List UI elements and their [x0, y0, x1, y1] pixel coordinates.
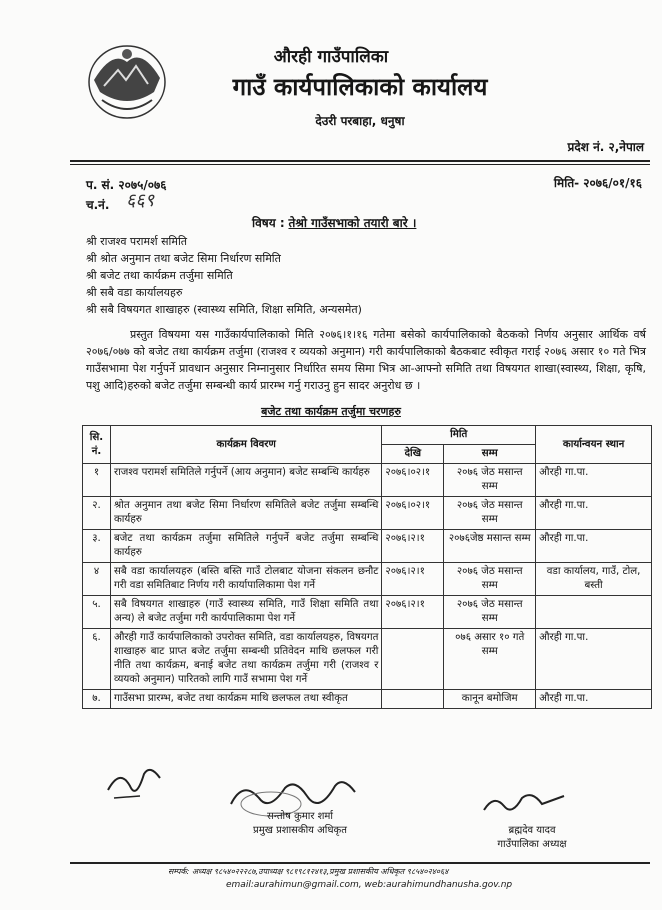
row-from: २०७६।२।१	[382, 530, 444, 563]
row-implementation: वडा कार्यालय, गाउँ, टोल, बस्ती	[536, 563, 652, 596]
row-sn: ६.	[83, 629, 111, 690]
table-row	[83, 530, 652, 563]
row-implementation: औरही गा.पा.	[536, 530, 652, 563]
table-row	[83, 497, 652, 530]
row-implementation: औरही गा.पा.	[536, 629, 652, 690]
table-row	[83, 563, 652, 596]
office-location: देउरी परबाहा, धनुषा	[315, 114, 405, 128]
dispatch-number-handwritten: ६६९	[126, 190, 155, 211]
row-sn: २.	[83, 497, 111, 530]
chairperson-signature-block	[472, 824, 592, 852]
row-sn: ४	[83, 563, 111, 596]
row-description: श्रोत अनुमान तथा बजेट सिमा निर्धारण समितिले बजेट तर्जुमा सम्बन्धि कार्यहरु	[110, 497, 381, 530]
cao-signature-block	[230, 810, 370, 838]
subject-label: विषय :	[252, 216, 285, 230]
row-implementation: औरही गा.पा.	[536, 464, 652, 497]
reference-number: प. सं. २०७५/०७६	[86, 178, 167, 192]
row-to: २०७६ जेठ मसान्त सम्म	[444, 464, 536, 497]
row-description: राजश्व परामर्श समितिले गर्नुपर्ने (आय अनुमान) बजेट सम्बन्धि कार्यहरु	[110, 464, 381, 497]
municipality-name: औरही गाउँपालिका	[273, 47, 389, 67]
header-description: कार्यक्रम विवरण	[110, 426, 381, 464]
province-label: प्रदेश नं. २,नेपाल	[567, 140, 644, 154]
footer-divider	[70, 862, 650, 864]
row-sn: ३.	[83, 530, 111, 563]
row-sn: १	[83, 464, 111, 497]
table-row	[83, 596, 652, 629]
row-implementation: औरही गा.पा.	[536, 690, 652, 709]
office-name: गाउँ कार्यपालिकाको कार्यालय	[232, 73, 488, 101]
chairperson-name: ब्रह्मदेव यादव	[508, 825, 556, 836]
row-implementation: औरही गा.पा.	[536, 497, 652, 530]
row-sn: ५.	[83, 596, 111, 629]
row-from: २०७६।०२।१	[382, 464, 444, 497]
table-row	[83, 690, 652, 709]
header-to: सम्म	[444, 445, 536, 464]
row-from	[382, 629, 444, 690]
row-to: २०७६ जेठ मसान्त सम्म	[444, 497, 536, 530]
table-row	[83, 464, 652, 497]
row-description: सबै वडा कार्यालयहरु (बस्ति बस्ति गाउँ टोलबाट योजना संकलन छनौट गरी वडा समितिबाट निर्णय गरी कार्यापालिकामा पेश गर्ने	[110, 563, 381, 596]
table-title: बजेट तथा कार्यक्रम तर्जुमा चरणहरु	[261, 405, 401, 418]
row-to: ०७६ असार १० गते सम्म	[444, 629, 536, 690]
row-description: बजेट तथा कार्यक्रम तर्जुमा समितिले गर्नुपर्ने बजेट तर्जुमा सम्बन्धि कार्यहरु	[110, 530, 381, 563]
row-to: कानून बमोजिम	[444, 690, 536, 709]
row-implementation	[536, 596, 652, 629]
budget-schedule-table	[82, 425, 652, 709]
footer-contact: सम्पर्क: अध्यक्ष ९८५४०२२२८७,उपाध्यक्ष ९८१९८१२४१३,प्रमुख प्रशासकीय अधिकृत ९८५४०२४०६४	[168, 867, 449, 876]
row-from	[382, 690, 444, 709]
chairperson-title: गाउँपालिका अध्यक्ष	[497, 839, 567, 850]
header-from: देखि	[382, 445, 444, 464]
recipient: श्री राजश्व परामर्श समिति	[86, 235, 188, 248]
header-divider-thin	[70, 164, 650, 165]
recipient: श्री सबै विषयगत शाखाहरु (स्वास्थ्य समिति, शिक्षा समिति, अन्यसमेत)	[86, 303, 362, 316]
row-description: औरही गाउँ कार्यपालिकाको उपरोक्त समिति, वडा कार्यालयहरु, विषयगत शाखाहरु बाट प्राप्त बजेट तर्जुमा सम्बन्धी प्रतिवेदन माथि छलफल गरी नीति तथा कार्यक्रम, बनाई बजेट तथा कार्यक्रम तर्जुमा गरी (राजश्व र व्ययको अनुमान) पारितको लागि गाउँ सभामा पेश गर्ने	[110, 629, 381, 690]
subject-line	[252, 214, 416, 231]
row-to: २०७६ जेठ मसान्त सम्म	[444, 596, 536, 629]
row-to: २०७६जेष्ठ मसान्त सम्म	[444, 530, 536, 563]
cao-title: प्रमुख प्रशासकीय अधिकृत	[253, 825, 347, 836]
row-to: २०७६ जेठ मसान्त सम्म	[444, 563, 536, 596]
row-from: २०७६।२।१	[382, 563, 444, 596]
row-from: २०७६।०२।१	[382, 497, 444, 530]
recipient: श्री सबै वडा कार्यालयहरु	[86, 286, 183, 299]
subject-text: तेश्रो गाउँसभाको तयारी बारे ।	[288, 216, 417, 230]
recipient: श्री बजेट तथा कार्यक्रम तर्जुमा समिति	[86, 269, 233, 282]
row-description: गाउँसभा प्रारम्भ, बजेट तथा कार्यक्रम माथि छलफल तथा स्वीकृत	[110, 690, 381, 709]
cao-name: सन्तोष कुमार शर्मा	[267, 811, 333, 822]
header-date: मिति	[382, 426, 536, 445]
row-sn: ७.	[83, 690, 111, 709]
row-description: सबै विषयगत शाखाहरु (गाउँ स्वास्थ्य समिति, गाउँ शिक्षा समिति तथा अन्य) ले बजेट तर्जुमा गरी कार्यपालिकामा पेश गर्ने	[110, 596, 381, 629]
footer-email-web: email:aurahimun@gmail.com, web:aurahimundhanusha.gov.np	[226, 880, 513, 890]
header-sn: सि. नं.	[83, 426, 111, 464]
letter-date: मिति- २०७६/०१/१६	[553, 176, 642, 190]
table-row	[83, 629, 652, 690]
dispatch-label: च.नं.	[86, 198, 110, 212]
row-from: २०७६।२।१	[382, 596, 444, 629]
body-paragraph: प्रस्तुत विषयमा यस गाउँकार्यपालिकाको मिति २०७६।१।१६ गतेमा बसेको कार्यपालिकाको बैठकको निर्णय अनुसार आर्थिक वर्ष २०७६/०७७ को बजेट तथा कार्यक्रम तर्जुमा (राजश्व र व्ययको अनुमान) गरी कार्यपालिकाको बैठकबाट स्वीकृत गराई २०७६ असार १० गते भित्र गाउँसभामा पेश गर्नुपर्ने प्रावधान अनुसार निम्नानुसार निर्धारित समय सिमा भित्र आ-आफ्नो समिति तथा विषयगत शाखा(स्वास्थ्य, शिक्षा, कृषि, पशु आदि)हरुको बजेट तर्जुमा सम्बन्धी कार्य प्रारम्भ गर्नु गराउनु हुन सादर अनुरोध छ ।	[86, 328, 646, 392]
chairperson-signature-icon	[480, 790, 570, 824]
header-implementation: कार्यान्वयन स्थान	[536, 426, 652, 464]
initials-signature-icon	[100, 760, 170, 814]
header-divider	[70, 160, 650, 162]
recipient: श्री श्रोत अनुमान तथा बजेट सिमा निर्धारण समिति	[86, 252, 281, 265]
